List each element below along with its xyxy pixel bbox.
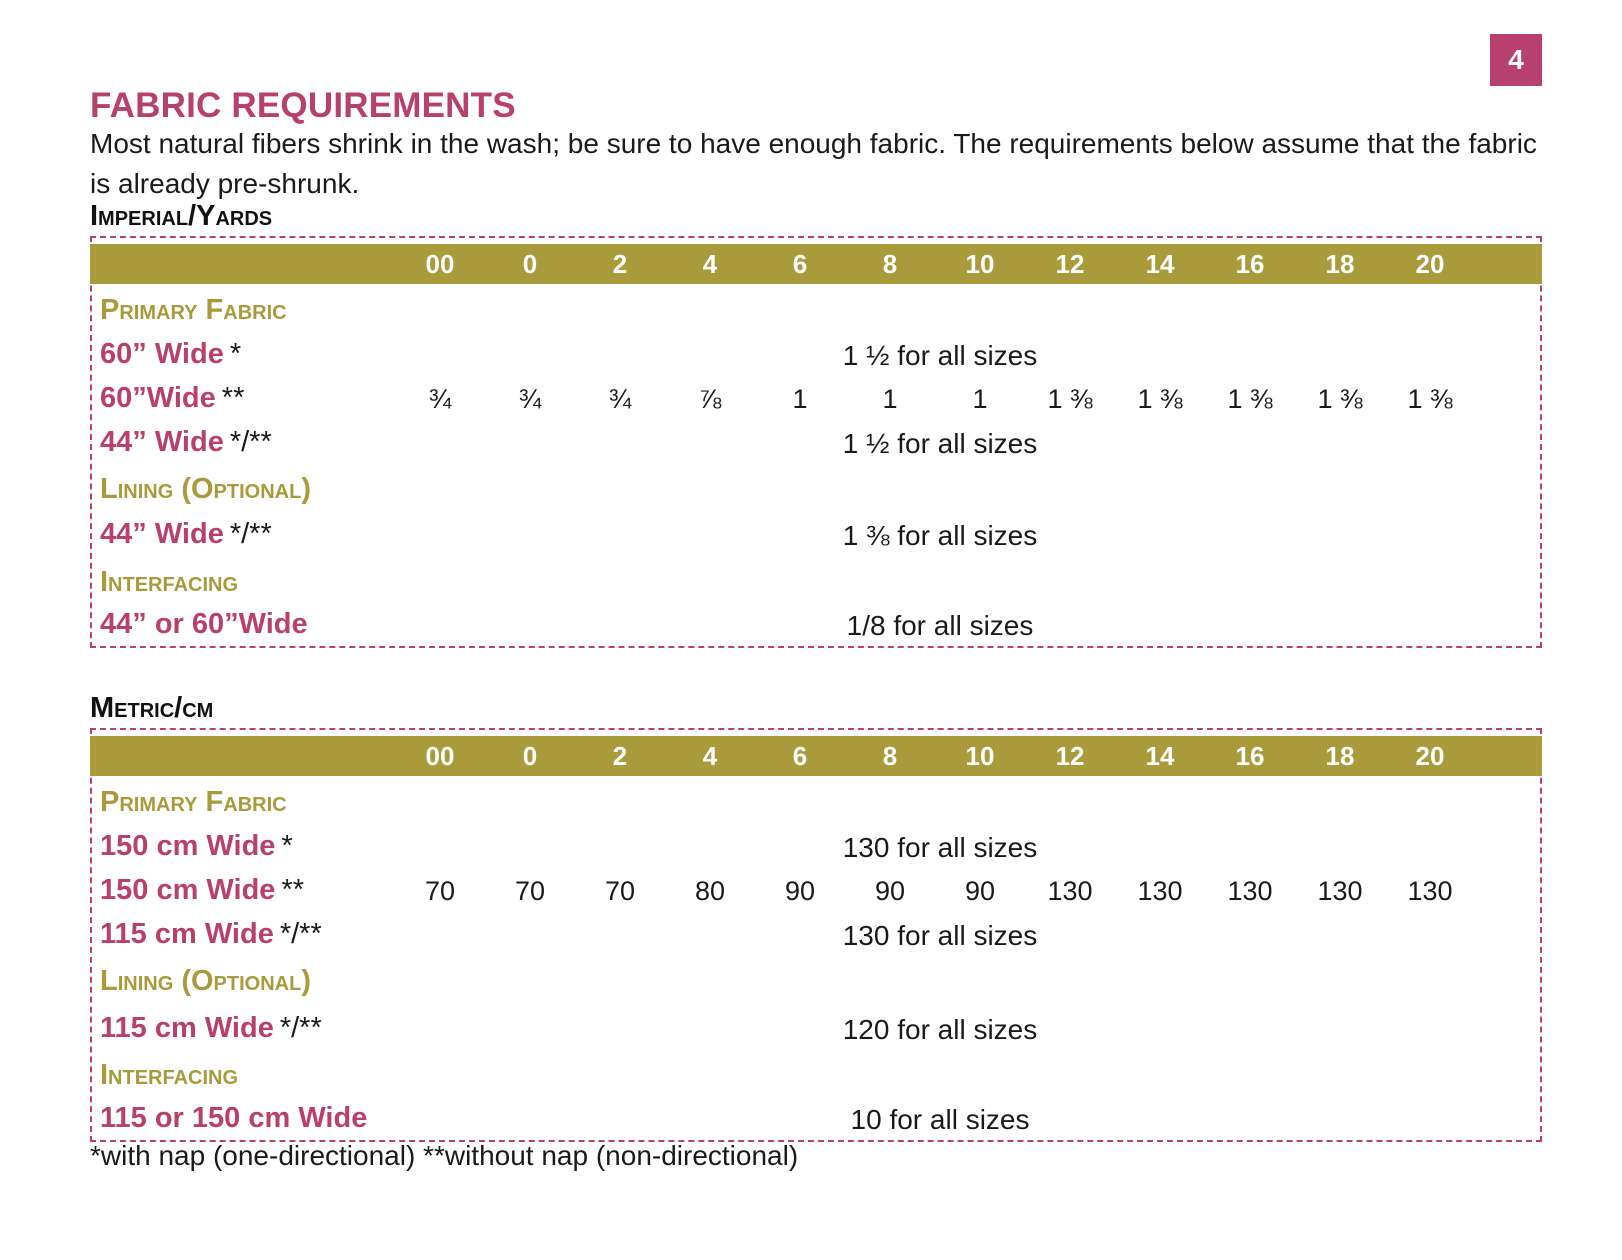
imperial-table [90, 236, 1542, 648]
category-interfacing: Interfacing [100, 1059, 239, 1091]
size-header-cell: 00 [425, 249, 455, 279]
all-sizes-value: 120 for all sizes [842, 1014, 1038, 1045]
size-value-cell: 130 [1137, 876, 1183, 906]
size-value-cell: 1 ⅜ [1407, 384, 1453, 414]
all-sizes-value: 130 for all sizes [842, 832, 1038, 863]
size-header-cell: 4 [702, 741, 718, 771]
row-label-text: 115 cm Wide [100, 1012, 274, 1044]
row-label-mark: ** [221, 382, 245, 414]
row-label-text: 60” Wide [100, 338, 224, 370]
row-label [100, 830, 293, 863]
size-header-cell: 6 [792, 249, 808, 279]
category-lining: Lining (Optional) [100, 473, 311, 505]
metric-section-title: Metric/cm [90, 692, 214, 724]
row-label-mark: * [281, 830, 293, 862]
size-header-cell: 20 [1415, 741, 1445, 771]
category-lining: Lining (Optional) [100, 965, 311, 997]
size-header-cell: 2 [612, 249, 628, 279]
size-value-cell: 130 [1407, 876, 1453, 906]
size-value-cell: 90 [784, 876, 816, 906]
row-label-mark: * [229, 338, 242, 370]
row-label-text: 44” Wide [100, 518, 224, 550]
row-label-text: 150 cm Wide [100, 830, 276, 862]
size-header-cell: 4 [702, 249, 718, 279]
row-label [100, 918, 322, 951]
size-value-cell: 130 [1317, 876, 1363, 906]
size-value-cell: 1 [882, 384, 898, 414]
row-label [100, 1102, 373, 1135]
row-label [100, 382, 244, 415]
size-header-cell: 20 [1415, 249, 1445, 279]
all-sizes-value: 10 for all sizes [850, 1104, 1030, 1135]
row-label-mark: */** [229, 426, 272, 458]
size-value-cell: ⅞ [698, 384, 722, 414]
row-label-mark: */** [279, 1012, 322, 1044]
imperial-section-title: Imperial/Yards [90, 200, 273, 232]
size-value-cell: 70 [514, 876, 546, 906]
all-sizes-value: 1/8 for all sizes [846, 610, 1034, 641]
row-label [100, 608, 314, 641]
size-value-cell: 1 [792, 384, 808, 414]
category-primary-fabric: Primary Fabric [100, 294, 287, 326]
row-label-mark: ** [281, 874, 305, 906]
metric-size-header [90, 736, 1542, 776]
row-label-mark: */** [229, 518, 272, 550]
size-value-cell: 1 [972, 384, 988, 414]
size-header-cell: 18 [1325, 249, 1355, 279]
size-header-cell: 2 [612, 741, 628, 771]
size-header-cell: 10 [965, 741, 995, 771]
size-header-cell: 12 [1055, 249, 1085, 279]
size-value-cell: ¾ [428, 384, 452, 414]
all-sizes-value: 1 ½ for all sizes [842, 428, 1038, 459]
row-label [100, 874, 304, 907]
row-label-text: 60”Wide [100, 382, 216, 414]
size-value-cell: 90 [874, 876, 906, 906]
size-value-cell: 130 [1047, 876, 1093, 906]
size-value-cell: 1 ⅜ [1047, 384, 1093, 414]
metric-table [90, 728, 1542, 1142]
row-label-text: 115 or 150 cm Wide [100, 1102, 368, 1134]
size-value-cell: 1 ⅜ [1317, 384, 1363, 414]
size-header-cell: 10 [965, 249, 995, 279]
row-label-text: 115 cm Wide [100, 918, 274, 950]
intro-paragraph: Most natural fibers shrink in the wash; be sure to have enough fabric. The requirements below assume that the fabric is already pre-shrunk. [90, 128, 1537, 199]
size-value-cell: 70 [424, 876, 456, 906]
row-label-text: 44” Wide [100, 426, 224, 458]
size-header-cell: 8 [882, 249, 898, 279]
size-header-cell: 18 [1325, 741, 1355, 771]
row-label-text: 44” or 60”Wide [100, 608, 308, 640]
size-header-cell: 8 [882, 741, 898, 771]
all-sizes-value: 130 for all sizes [842, 920, 1038, 951]
size-header-cell: 14 [1145, 741, 1175, 771]
page-number-badge: 4 [1490, 34, 1542, 86]
size-header-cell: 00 [425, 741, 455, 771]
row-label-text: 150 cm Wide [100, 874, 276, 906]
size-value-cell: 130 [1227, 876, 1273, 906]
size-value-cell: 1 ⅜ [1137, 384, 1183, 414]
size-header-cell: 12 [1055, 741, 1085, 771]
all-sizes-value: 1 ½ for all sizes [842, 340, 1038, 371]
size-header-cell: 16 [1235, 249, 1265, 279]
row-label [100, 1012, 322, 1045]
size-value-cell: 1 ⅜ [1227, 384, 1273, 414]
category-primary-fabric: Primary Fabric [100, 786, 287, 818]
row-label [100, 426, 272, 459]
size-header-cell: 6 [792, 741, 808, 771]
size-value-cell: 80 [694, 876, 726, 906]
size-value-cell: ¾ [608, 384, 632, 414]
size-header-cell: 0 [522, 741, 538, 771]
category-interfacing: Interfacing [100, 566, 239, 598]
imperial-size-header [90, 244, 1542, 284]
row-label [100, 518, 272, 551]
footnote: *with nap (one-directional) **without nap (non-directional) [90, 1140, 799, 1171]
size-header-cell: 16 [1235, 741, 1265, 771]
size-header-cell: 14 [1145, 249, 1175, 279]
size-header-cell: 0 [522, 249, 538, 279]
row-label [100, 338, 241, 371]
row-label-mark: */** [279, 918, 322, 950]
page-title: FABRIC REQUIREMENTS [90, 86, 516, 125]
all-sizes-value: 1 ⅜ for all sizes [842, 520, 1038, 551]
size-value-cell: ¾ [518, 384, 542, 414]
size-value-cell: 70 [604, 876, 636, 906]
size-value-cell: 90 [964, 876, 996, 906]
